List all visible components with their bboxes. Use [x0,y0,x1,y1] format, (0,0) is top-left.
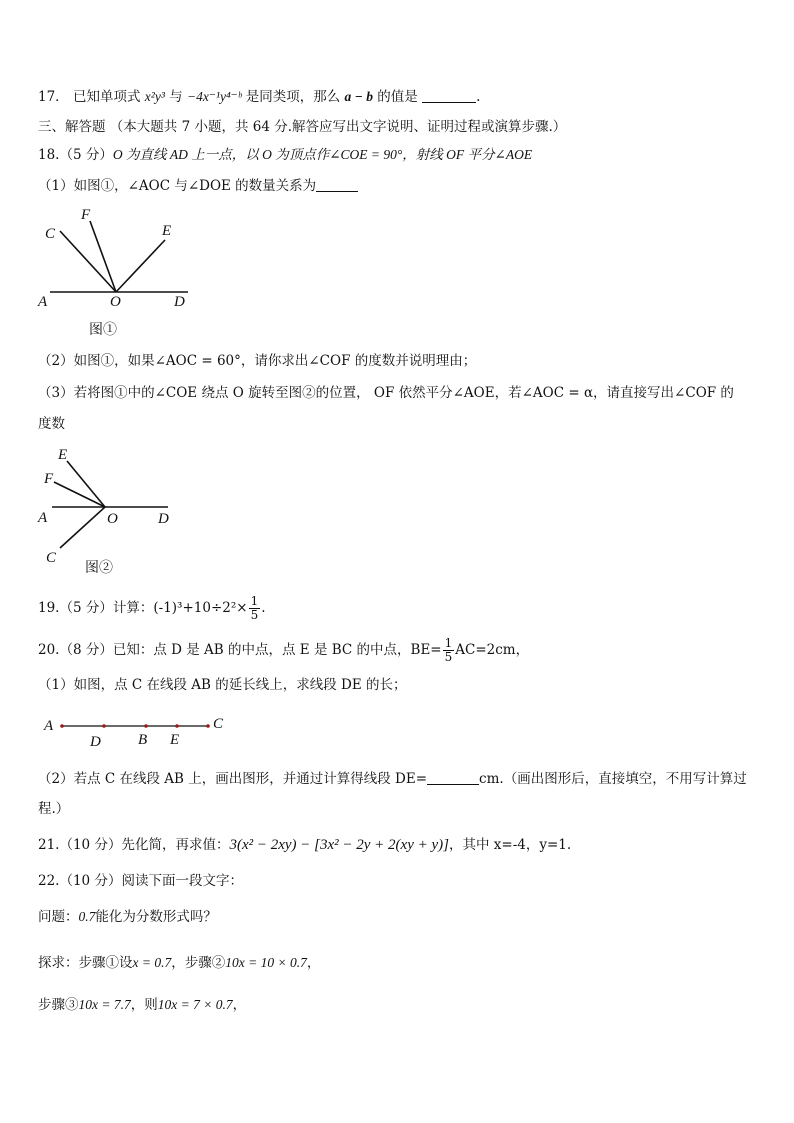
fig2-ray-OE [67,461,105,507]
q18-part3b: 度数 [38,416,65,432]
q18-part3a: （3）若将图①中的∠COE 绕点 O 旋转至图②的位置， OF 依然平分∠AOE，若∠AOC = α，请直接写出∠COF 的 [38,385,734,401]
fig2-ray-OF [54,482,105,507]
q20-tail: AC=2cm， [455,642,530,658]
q19-frac-den: 5 [250,608,259,622]
label-E: E [170,732,180,748]
q20-p2a: （2）若点 C 在线段 AB 上，画出图形，并通过计算得线段 DE= [38,771,428,787]
segment-figure [42,712,242,750]
q18-part1 [38,177,764,195]
q22-step2-end: ， [306,955,321,971]
fig1-label-F: F [81,207,91,223]
fig1-ray-OC [60,231,116,292]
label-C: C [213,716,224,732]
q22-explore-label: 探求：步骤①设 [38,955,133,971]
point-C [206,724,210,728]
q20-p2-blank [427,770,479,785]
q20-fraction [443,637,455,664]
q19-end: . [261,600,266,616]
q22-question-text: 能化为分数形式吗？ [95,909,217,925]
q17-text-a: 已知单项式 [72,89,141,105]
q21-line [38,836,764,854]
q22-step1: x = 0.7 [132,955,172,970]
q18-line [38,146,764,164]
fig1-label-E: E [162,223,172,239]
q18-p1-text: （1）如图①，∠AOC 与∠DOE 的数量关系为 [38,178,317,194]
q22-explore [38,954,764,972]
q20-frac-den: 5 [444,650,453,664]
q18-part2: （2）如图①，如果∠AOC = 60°，请你求出∠COF 的度数并说明理由； [38,353,477,369]
fig2-ray-OC [60,507,105,548]
fig2-label-F: F [44,471,54,487]
label-B: B [138,732,148,748]
q18-head: 18.（5 分） [38,147,113,163]
q20-frac-num: 1 [444,636,453,650]
q21-head: 21.（10 分）先化简，再求值： [38,837,230,853]
fig2-label-E: E [58,447,68,463]
q17-end: . [476,89,481,105]
q17-line [38,88,764,106]
fig2-label-C: C [46,550,57,566]
fig1-label-O: O [110,294,121,310]
q22-step3-label: 步骤③ [38,997,79,1013]
fig2-label-D: D [158,511,169,527]
q17-expr1: x²y³ [144,89,165,104]
point-D [102,724,106,728]
q22-question-label: 问题： [38,909,79,925]
q19-frac-num: 1 [250,594,259,608]
q19-line [38,595,764,622]
q22-repeating-decimal: 0.7 [78,909,96,924]
q17-text-d: 的值是 [377,89,418,105]
fig1-label-D: D [174,294,185,310]
q18-p1-blank [316,177,358,192]
figure-1 [38,204,198,314]
section-heading: 三、解答题 （本大题共 7 小题，共 64 分.解答应写出文字说明、证明过程或演算步骤.） [38,119,567,135]
q18-text: O 为直线 AD 上一点，以 O 为顶点作∠COE = 90°，射线 OF 平分∠AOE [112,147,533,162]
q21-expr: 3(x² − 2xy) − [3x² − 2y + 2(xy + y)] [229,837,449,853]
q22-step3-mid: ，则 [130,997,158,1013]
label-A: A [44,718,54,734]
q19-fraction [249,595,261,622]
q19-head: 19.（5 分）计算： [38,600,154,616]
fig1-ray-OE [116,240,165,292]
q19-expr: (-1)³+10÷2²× [153,600,248,616]
q20-part2-end: 程.） [38,801,70,817]
q22-step2: 10x = 10 × 0.7 [225,955,307,970]
q20-part1: （1）如图，点 C 在线段 AB 的延长线上，求线段 DE 的长； [38,677,407,693]
q22-step3 [38,996,764,1014]
q22-step2-label: ，步骤② [171,955,226,971]
q20-p2b: cm.（画出图形后，直接填空，不用写计算过 [479,771,747,787]
q22-question [38,908,764,926]
fig1-ray-OF [90,221,116,292]
fig2-label-O: O [107,511,118,527]
q22-step3b-expr: 10x = 7 × 0.7 [157,997,233,1012]
q17-text-c: 是同类项，那么 [245,89,341,105]
point-B [144,724,148,728]
q22-step3-expr: 10x = 7.7 [78,997,131,1012]
q17-text-b: 与 [169,89,183,105]
fig1-label-C: C [45,226,56,242]
q20-line [38,637,764,664]
fig1-caption: 图① [89,322,117,338]
q21-tail: ，其中 x=-4，y=1. [448,837,572,853]
q22-head: 22.（10 分）阅读下面一段文字： [38,873,243,889]
q22-step3-end: ， [232,997,247,1013]
q17-answer-blank [422,88,476,103]
point-A [60,724,64,728]
q20-part2 [38,770,764,788]
q17-number: 17． [38,89,69,105]
q17-expr3: a − b [344,89,373,104]
q20-head: 20.（8 分）已知：点 D 是 AB 的中点，点 E 是 BC 的中点，BE= [38,642,442,658]
fig2-caption: 图② [85,560,113,576]
figure-2 [38,444,188,574]
fig1-label-A: A [38,294,48,310]
q17-expr2: −4x⁻¹y⁴⁻ᵇ [186,89,242,104]
point-E [175,724,179,728]
fig2-label-A: A [38,510,48,526]
label-D: D [90,734,101,750]
